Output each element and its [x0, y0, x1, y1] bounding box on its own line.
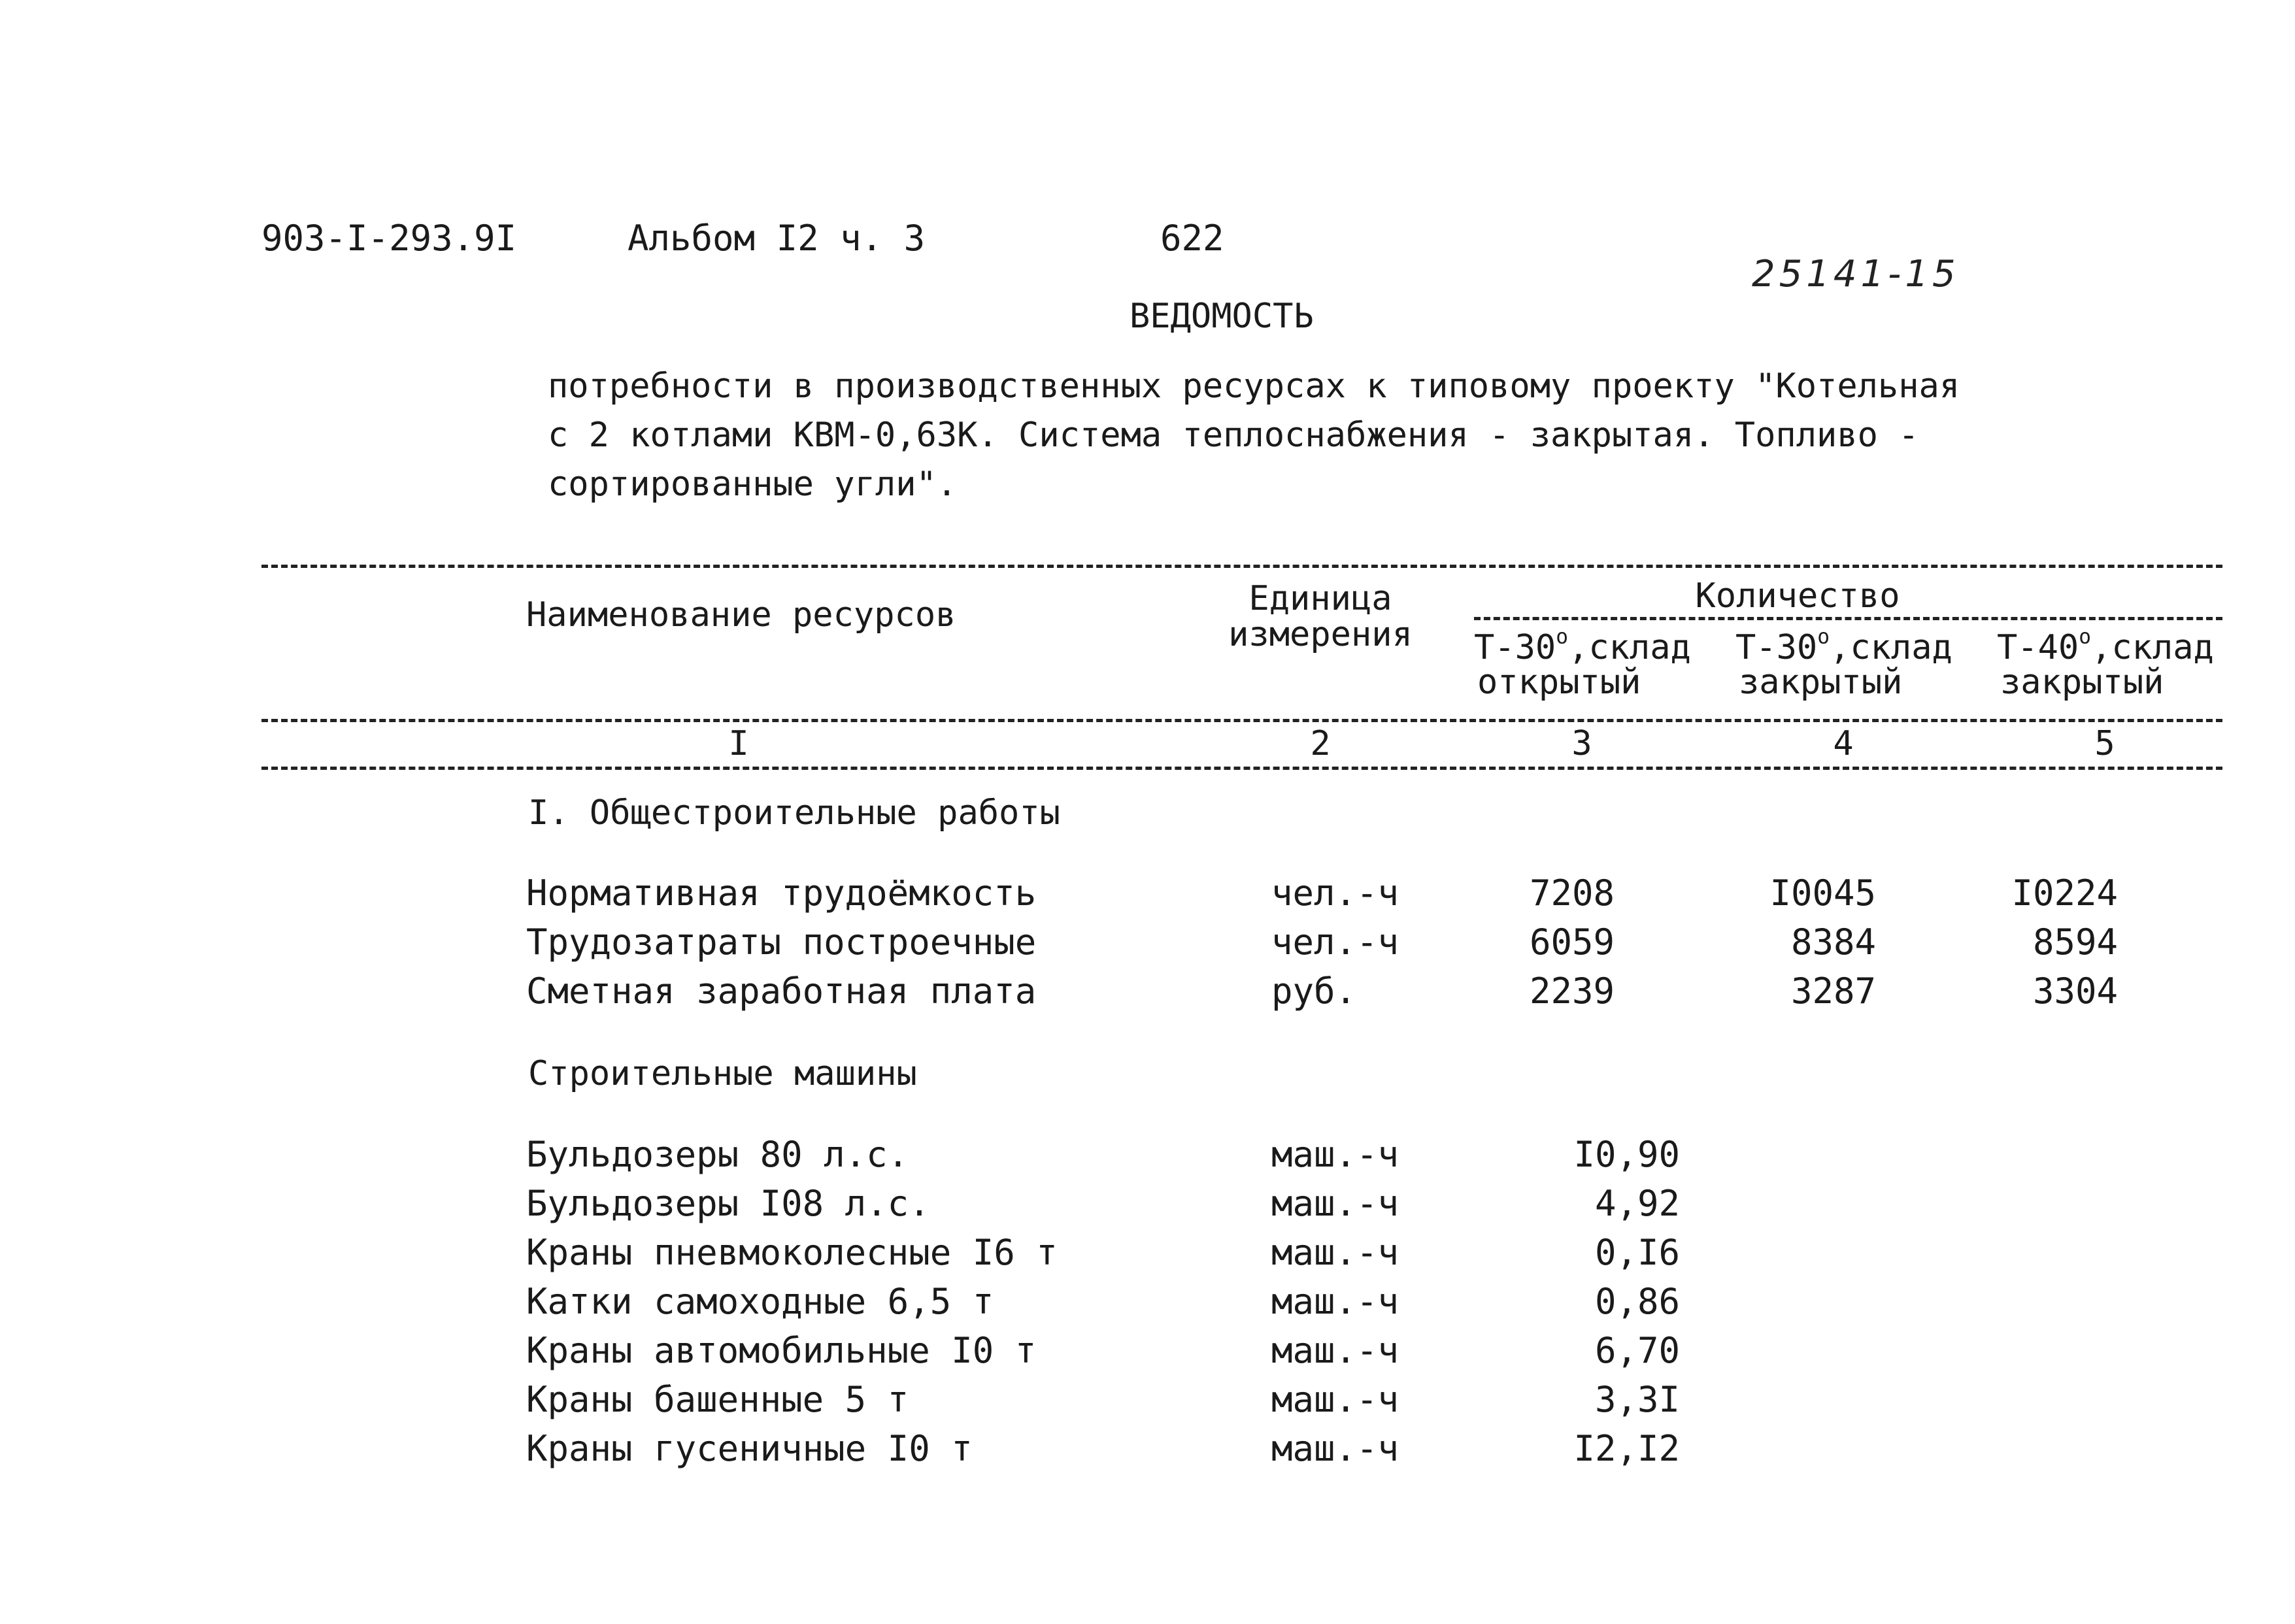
degree-sign: o	[2079, 625, 2092, 649]
column-header-resource: Наименование ресурсов	[526, 595, 956, 635]
value-col-3: 7208	[1529, 872, 1615, 914]
column-header-unit-1: Единица	[1248, 579, 1392, 618]
value-col-4: I0045	[1769, 872, 1876, 914]
value-col-3: 6,70	[1594, 1330, 1680, 1371]
page-number: 622	[1160, 218, 1224, 259]
value-col-4: 8384	[1790, 921, 1876, 963]
header-bottom-rule	[261, 719, 2222, 722]
document-title: ВЕДОМОСТЬ	[1130, 297, 1314, 336]
column-number-5: 5	[2094, 724, 2115, 763]
degree-sign: o	[1556, 625, 1569, 649]
degree-sign: o	[1817, 625, 1830, 649]
resource-name: Трудозатраты построечные	[526, 921, 1037, 963]
temp-label: T-30	[1474, 628, 1556, 667]
resource-name: Краны пневмоколесные I6 т	[526, 1232, 1058, 1273]
table-top-rule	[261, 565, 2222, 568]
subtitle-line-3: сортированные угли".	[548, 465, 958, 504]
resource-name: Краны автомобильные I0 т	[526, 1330, 1037, 1371]
resource-name: Бульдозеры 80 л.с.	[526, 1134, 909, 1175]
column-header-quantity: Количество	[1695, 576, 1900, 616]
resource-unit: маш.-ч	[1271, 1428, 1399, 1469]
column-numbers-rule	[261, 767, 2222, 770]
value-col-3: 0,I6	[1594, 1232, 1680, 1273]
resource-unit: маш.-ч	[1271, 1134, 1399, 1175]
value-col-3: 6059	[1529, 921, 1615, 963]
warehouse-label: ,склад	[2091, 628, 2214, 667]
warehouse-label: ,склад	[1568, 628, 1691, 667]
resource-name: Сметная заработная плата	[526, 970, 1037, 1012]
document-code: 903-I-293.9I	[261, 218, 517, 259]
resource-unit: маш.-ч	[1271, 1379, 1399, 1420]
column-header-unit-2: измерения	[1228, 615, 1413, 654]
resource-name: Бульдозеры I08 л.с.	[526, 1183, 930, 1224]
resource-unit: маш.-ч	[1271, 1281, 1399, 1322]
resource-name: Краны башенные 5 т	[526, 1379, 909, 1420]
column-header-t30-closed-type: закрытый	[1739, 663, 1903, 702]
resource-unit: маш.-ч	[1271, 1232, 1399, 1273]
column-number-1: I	[728, 724, 749, 763]
value-col-5: 3304	[2032, 970, 2118, 1012]
album-label: Альбом I2 ч. 3	[628, 218, 926, 259]
value-col-4: 3287	[1790, 970, 1876, 1012]
resource-unit: маш.-ч	[1271, 1183, 1399, 1224]
value-col-3: 3,3I	[1594, 1379, 1680, 1420]
resource-unit: чел.-ч	[1271, 872, 1399, 914]
resource-unit: чел.-ч	[1271, 921, 1399, 963]
column-header-t30-open	[1474, 625, 1691, 667]
value-col-3: I2,I2	[1573, 1428, 1680, 1469]
section-title-general-construction: I. Общестроительные работы	[528, 793, 1060, 833]
warehouse-label: ,склад	[1830, 628, 1952, 667]
subtitle-line-2: с 2 котлами КВМ-0,63К. Система теплоснабжения - закрытая. Топливо -	[548, 416, 1919, 455]
temp-label: T-40	[1997, 628, 2079, 667]
column-header-t30-closed	[1735, 625, 1952, 667]
subtitle-line-1: потребности в производственных ресурсах к типовому проекту "Котельная	[548, 367, 1960, 406]
column-header-t30-open-type: открытый	[1477, 663, 1641, 702]
resource-unit: руб.	[1271, 970, 1357, 1012]
temp-label: T-30	[1735, 628, 1818, 667]
column-number-4: 4	[1833, 724, 1854, 763]
resource-name: Катки самоходные 6,5 т	[526, 1281, 994, 1322]
resource-name: Краны гусеничные I0 т	[526, 1428, 973, 1469]
value-col-3: 2239	[1529, 970, 1615, 1012]
handwritten-number: 25141-15	[1752, 253, 1960, 295]
value-col-3: 0,86	[1594, 1281, 1680, 1322]
value-col-5: 8594	[2032, 921, 2118, 963]
value-col-3: 4,92	[1594, 1183, 1680, 1224]
column-header-t40-closed-type: закрытый	[2000, 663, 2164, 702]
value-col-3: I0,90	[1573, 1134, 1680, 1175]
resource-name: Нормативная трудоёмкость	[526, 872, 1037, 914]
quantity-subheader-rule	[1474, 617, 2222, 620]
column-header-t40-closed	[1997, 625, 2214, 667]
column-number-3: 3	[1571, 724, 1592, 763]
section-title-construction-machines: Строительные машины	[528, 1054, 917, 1093]
column-number-2: 2	[1310, 724, 1331, 763]
value-col-5: I0224	[2011, 872, 2118, 914]
resource-unit: маш.-ч	[1271, 1330, 1399, 1371]
